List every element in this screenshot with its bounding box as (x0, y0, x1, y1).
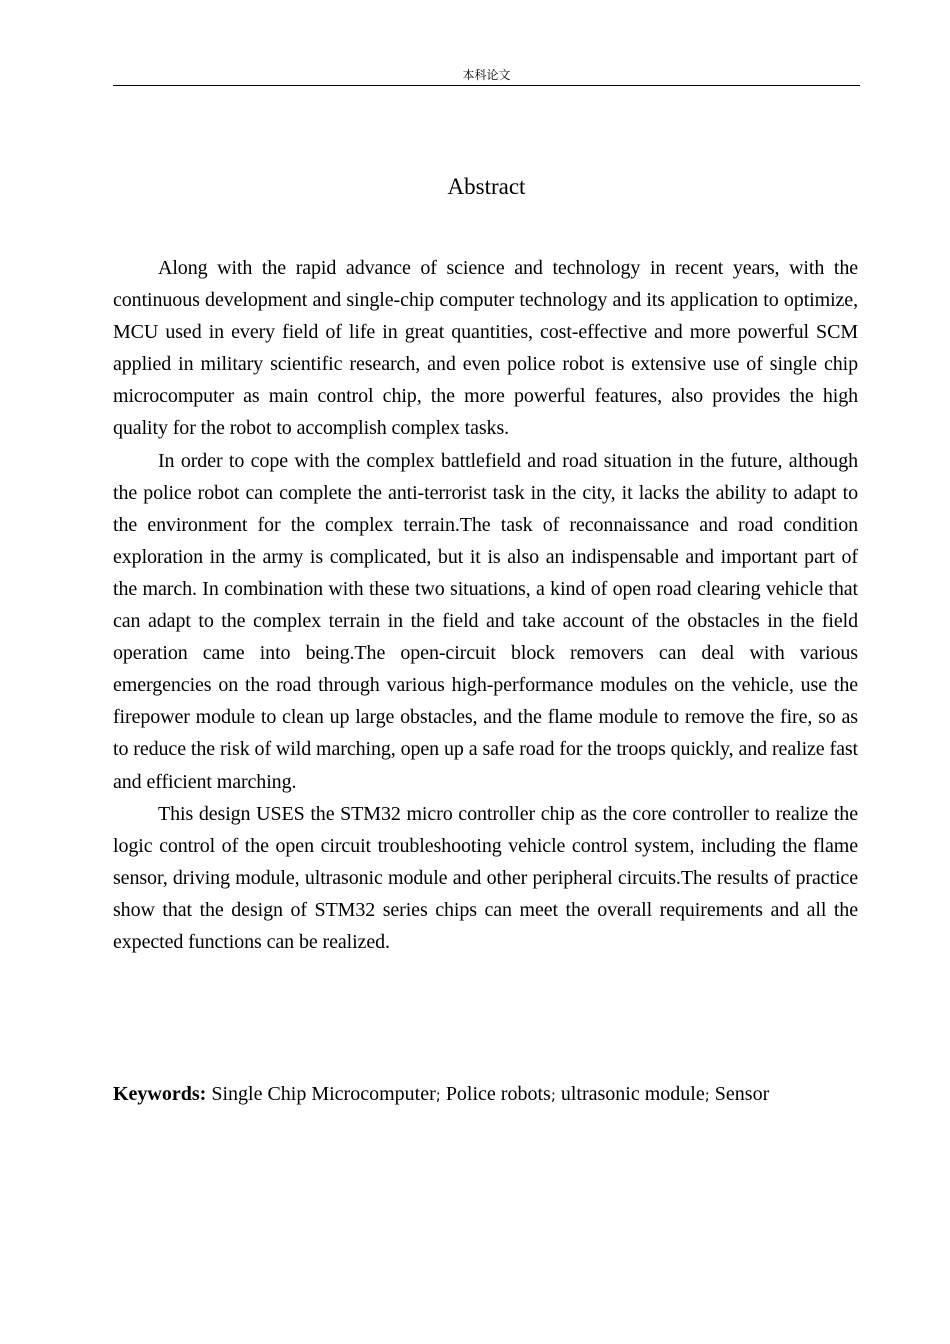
header-rule (113, 85, 860, 86)
abstract-paragraph: In order to cope with the complex battlefield and road situation in the future, although the police robot can complete the anti-terrorist task in the city, it lacks the ability to adapt to the environment for the complex terrain.The task of reconnaissance and road condition exploration in the army is complicated, but it is also an indispensable and important part of the march. In combination with these two situations, a kind of open road clearing vehicle that can adapt to the complex terrain in the field and take account of the obstacles in the field operation came into being.The open-circuit block removers can deal with various emergencies on the road through various high-performance modules on the vehicle, use the firepower module to clean up large obstacles, and the flame module to remove the fire, so as to reduce the risk of wild marching, open up a safe road for the troops quickly, and realize fast and efficient marching. (113, 449, 858, 793)
keywords-line (113, 1078, 873, 1111)
keyword: Single Chip Microcomputer (211, 1083, 436, 1105)
keyword: Sensor (714, 1083, 770, 1105)
keywords-label: Keywords: (113, 1083, 207, 1105)
running-header: 本科论文 (462, 68, 511, 82)
abstract-paragraph: Along with the rapid advance of science and technology in recent years, with the continuous development and single-chip computer technology and its application to optimize, MCU used in every field of life in great quantities, cost-effective and more powerful SCM applied in military scientific research, and even police robot is extensive use of single chip microcomputer as main control chip, the more powerful features, also provides the high quality for the robot to accomplish complex tasks. (113, 257, 858, 440)
keyword-separator: ; (704, 1086, 710, 1104)
keyword-separator: ; (435, 1086, 441, 1104)
keyword: Police robots (445, 1083, 551, 1105)
abstract-paragraph: This design USES the STM32 micro controller chip as the core controller to realize the logic control of the open circuit troubleshooting vehicle control system, including the flame sensor, driving module, ultrasonic module and other peripheral circuits.The results of practice show that the design of STM32 series chips can meet the overall requirements and all the expected functions can be realized. (113, 802, 858, 953)
abstract-title: Abstract (447, 174, 526, 199)
keyword: ultrasonic module (560, 1083, 705, 1105)
keyword-separator: ; (550, 1086, 556, 1104)
abstract-body (113, 252, 858, 958)
